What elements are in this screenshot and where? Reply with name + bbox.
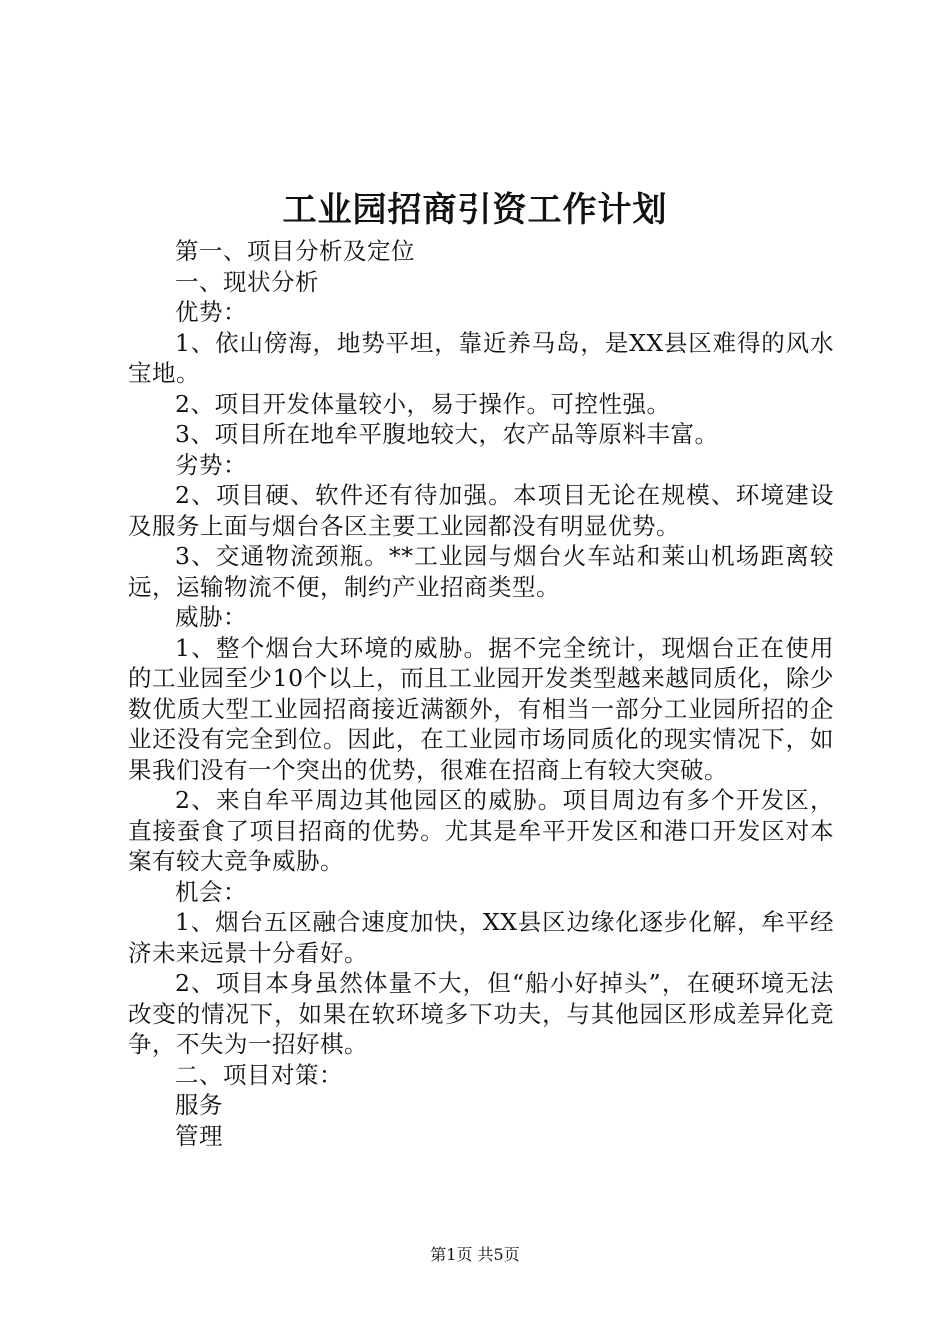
document-title: 工业园招商引资工作计划 [282,190,668,230]
paragraph: 2、来自牟平周边其他园区的威胁。项目周边有多个开发区，直接蚕食了项目招商的优势。尤其是牟平开发区和港口开发区对本案有较大竞争威胁。 [128,786,834,875]
paragraph: 3、项目所在地牟平腹地较大，农产品等原料丰富。 [175,420,719,448]
heading-weaknesses: 劣势： [175,450,247,479]
list-item-management: 管理 [175,1121,223,1150]
list-item-service: 服务 [175,1091,223,1119]
paragraph: 1、烟台五区融合速度加快，XX县区边缘化逐步化解，牟平经济未来远景十分看好。 [128,908,834,967]
paragraph: 1、整个烟台大环境的威胁。据不完全统计，现烟台正在使用的工业园至少10个以上，而且工业园开发类型越来越同质化，除少数优质大型工业园招商接近满额外，有相当一部分工业园所招的企业还没有完全到位。因此，在工业园市场同质化的现实情况下，如果我们没有一个突出的优势，很难在招商上有较大突破。 [128,633,834,784]
heading-strengths: 优势： [175,298,247,326]
heading-opportunities: 机会： [175,877,247,906]
heading-threats: 威胁： [175,603,247,631]
paragraph: 3、交通物流颈瓶。**工业园与烟台火车站和莱山机场距离较远，运输物流不便，制约产业招商类型。 [128,542,834,601]
page-footer: 第1页 共5页 [430,1245,520,1264]
document-body [128,236,834,1151]
paragraph: 2、项目硬、软件还有待加强。本项目无论在规模、环境建设及服务上面与烟台各区主要工业园都没有明显优势。 [128,481,834,540]
heading-section-1: 第一、项目分析及定位 [175,237,415,265]
paragraph: 2、项目本身虽然体量不大，但“船小好掉头”，在硬环境无法改变的情况下，如果在软环境多下功夫，与其他园区形成差异化竞争，不失为一招好棋。 [128,969,834,1058]
paragraph: 2、项目开发体量较小，易于操作。可控性强。 [175,389,671,418]
heading-status-analysis: 一、现状分析 [175,267,319,296]
paragraph: 1、依山傍海，地势平坦，靠近养马岛，是XX县区难得的风水宝地。 [128,328,834,387]
heading-countermeasures: 二、项目对策： [175,1060,343,1089]
